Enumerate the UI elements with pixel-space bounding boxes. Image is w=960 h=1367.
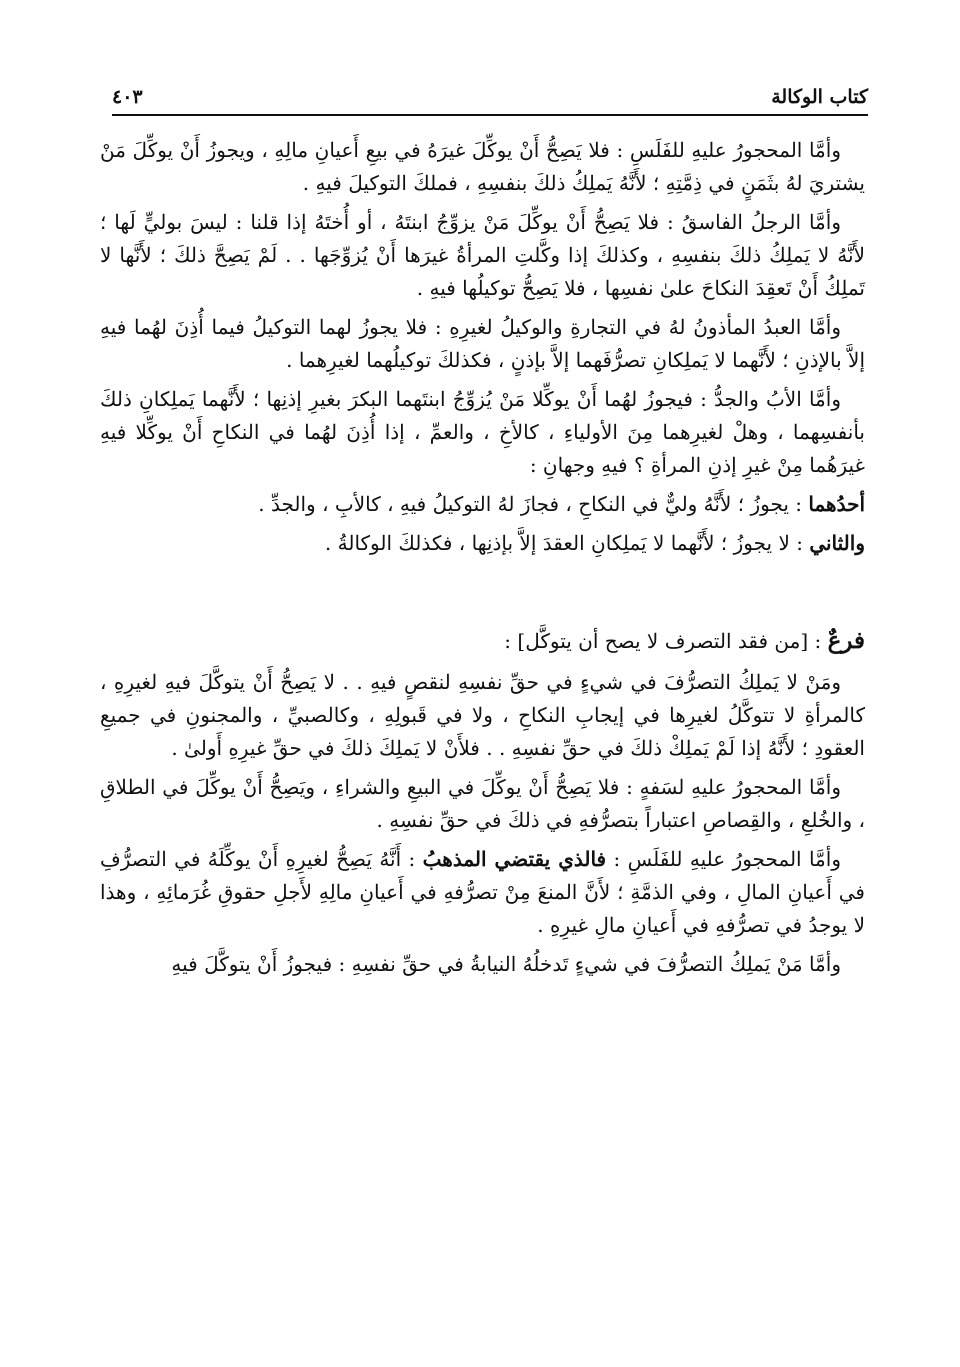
section-gap: [100, 566, 865, 624]
paragraph: ومَنْ لا يَملِكُ التصرُّفَ في شيءٍ في حقِّ نفسِهِ لنقصٍ فيهِ . . لا يَصِحُّ أَنْ يتوكَّلَ فيهِ لغيرِهِ ، كالمرأةِ لا تتوكَّلُ لغيرِها في إيجابِ النكاحِ ، ولا في قَبولِهِ ، وكالصبيِّ ، والمجنونِ في جميعِ العقودِ ؛ لأَنَّهُ إذا لَمْ يَملِكْ ذلكَ في حقِّ نفسِهِ . . فلأَنْ لا يَملِكَ ذلكَ في حقِّ غيرِهِ أَولىٰ .: [100, 670, 865, 760]
paragraph: وأمَّا المحجورُ عليهِ لسَفهٍ : فلا يَصِحُّ أَنْ يوكِّلَ في البيعِ والشراءِ ، ويَصِحُّ أَنْ يوكِّلَ في الطلاقِ ، والخُلعِ ، والقِصاصِ اعتباراً بتصرُّفهِ في ذلكَ في حقِّ نفسِهِ .: [100, 775, 865, 832]
page-number: ٤٠٣: [112, 86, 143, 108]
paragraph: وأمَّا العبدُ المأذونُ لهُ في التجارةِ والوكيلُ لغيرِهِ : فلا يجوزُ لهما التوكيلُ فيما أُذِنَ لهُما فيهِ إلاَّ بالإذنِ ؛ لأَنَّهما لا يَملِكانِ تصرُّفَهما إلاَّ بإذنٍ ، فكذلكَ توكيلُهما لغيرِهما .: [100, 315, 865, 372]
paragraph: وأمَّا الرجلُ الفاسقُ : فلا يَصِحُّ أَنْ يوكِّلَ مَنْ يزوِّجُ ابنتَهُ ، أو أُختَهُ إذا قلنا : ليسَ بوليٍّ لَها ؛ لأَنَّهُ لا يَملِكُ ذلكَ بنفسِهِ ، وكذلكَ إذا وكَّلتِ المرأةُ غيرَها أَنْ يُزوِّجَها . . لَمْ يَصِحَّ ذلكَ ؛ لأَنَّها لا تَملِكُ أَنْ تَعقِدَ النكاحَ علىٰ نفسِها ، فلا يَصِحُّ توكيلُها فيهِ .: [100, 210, 865, 300]
section-lead: فرعٌ: [827, 627, 865, 654]
paragraph: وأمَّا المحجورُ عليهِ للفَلَسِ : فالذي يقتضي المذهبُ : أَنَّهُ يَصِحُّ لغيرِهِ أَنْ يوكِّلَهُ في التصرُّفِ في أَعيانِ المالِ ، وفي الذمَّةِ ؛ لأَنَّ المنعَ مِنْ تصرُّفهِ في أَعيانِ مالِهِ لأَجلِ حقوقِ غُرَمائِهِ ، وهذا لا يوجدُ في تصرُّفهِ في أَعيانِ مالِ غيرِهِ .: [100, 847, 865, 937]
bold-lead: والثاني: [809, 531, 865, 555]
section-heading: فرعٌ : [من فقد التصرف لا يصح أن يتوكَّل] :: [504, 627, 865, 654]
header-rule: [112, 114, 868, 116]
paragraph: وأمَّا الأبُ والجدُّ : فيجوزُ لهُما أَنْ يوكِّلا مَنْ يُزوِّجُ ابنتَهما البكرَ بغيرِ إذنِها ؛ لأَنَّهما يَملِكانِ ذلكَ بأنفسِهما ، وهلْ لغيرِهما مِنَ الأولياءِ ، كالأخِ ، والعمِّ ، إذا أُذِنَ لهُما في النكاحِ أَنْ يوكِّلا فيهِ غيرَهُما مِنْ غيرِ إذنِ المرأةِ ؟ فيهِ وجهانِ :: [100, 387, 865, 477]
bold-lead: أحدُهما: [808, 492, 865, 516]
running-title: كتاب الوكالة: [771, 86, 868, 108]
paragraph: وأمَّا مَنْ يَملِكُ التصرُّفَ في شيءٍ تَدخلُهُ النيابةُ في حقِّ نفسِهِ : فيجوزُ أَنْ يتوكَّلَ فيهِ: [171, 952, 841, 976]
paragraph: والثاني : لا يجوزُ ؛ لأَنَّهما لا يَملِكانِ العقدَ إلاَّ بإذنِها ، فكذلكَ الوكالةُ .: [324, 531, 865, 555]
page-header: [112, 78, 868, 108]
body-text: [100, 134, 865, 987]
bold-lead: فالذي يقتضي المذهبُ: [422, 847, 607, 871]
paragraph: وأمَّا المحجورُ عليهِ للفَلَسِ : فلا يَصِحُّ أَنْ يوكِّلَ غيرَهُ في بيعِ أَعيانِ مالِهِ ، ويجوزُ أَنْ يوكِّلَ مَنْ يشتريَ لهُ بثَمَنٍ في ذِمَّتِهِ ؛ لأَنَّهُ يَملِكُ ذلكَ بنفسِهِ ، فملكَ التوكيلَ فيهِ .: [100, 138, 865, 195]
paragraph: أحدُهما : يجوزُ ؛ لأَنَّهُ وليٌّ في النكاحِ ، فجازَ لهُ التوكيلُ فيهِ ، كالأبِ ، والجدِّ .: [258, 492, 865, 516]
